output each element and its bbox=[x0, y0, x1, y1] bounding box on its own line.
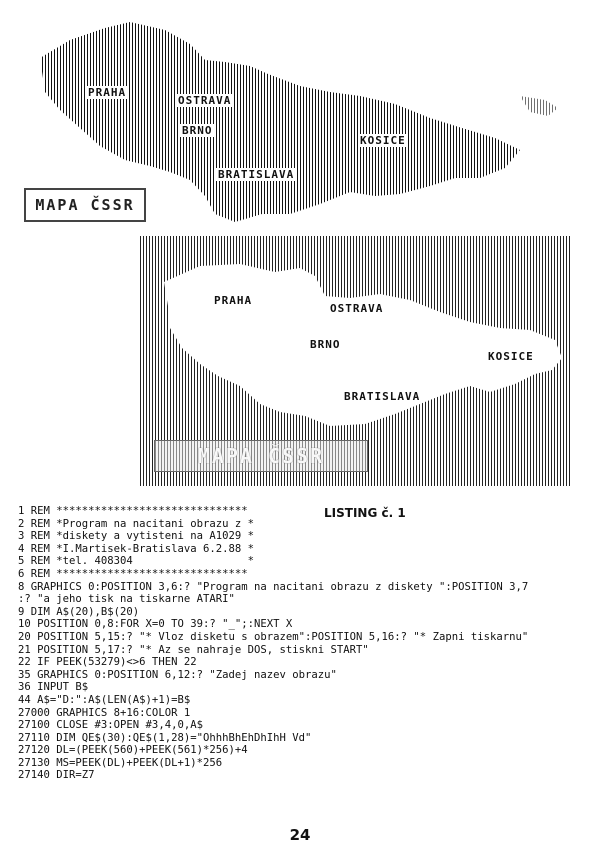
city-label-ostrava: OSTRAVA bbox=[178, 94, 232, 107]
city-label-kosice-bottom: KOSICE bbox=[488, 350, 534, 363]
city-label-kosice: KOSICE bbox=[360, 134, 406, 147]
page-number: 24 bbox=[289, 826, 311, 844]
code-line: 1 REM ****************************** bbox=[18, 505, 248, 517]
code-line: 35 GRAPHICS 0:POSITION 6,12:? "Zadej nazev obrazu" bbox=[18, 668, 337, 681]
city-label-bratislava-bottom: BRATISLAVA bbox=[344, 390, 421, 403]
map-title-bottom: MAPA ČSSR bbox=[154, 440, 368, 472]
code-line: :? "a jeho tisk na tiskarne ATARI" bbox=[18, 593, 235, 606]
code-line: 4 REM *I.Martisek-Bratislava 6.2.88 * bbox=[18, 542, 254, 555]
code-line: 3 REM *diskety a vytisteni na A1029 * bbox=[18, 530, 254, 543]
code-line: 21 POSITION 5,17:? "* Az se nahraje DOS, stiskni START" bbox=[18, 643, 369, 656]
code-line: 10 POSITION 0,8:FOR X=0 TO 39:? "_";:NEXT X bbox=[18, 618, 293, 631]
code-line: 36 INPUT B$ bbox=[18, 681, 89, 694]
code-listing bbox=[18, 505, 593, 782]
code-line: 44 A$="D:":A$(LEN(A$)+1)=B$ bbox=[18, 693, 191, 706]
city-label-ostrava-bottom: OSTRAVA bbox=[330, 302, 384, 315]
code-line: 20 POSITION 5,15:? "* Vloz disketu s obrazem":POSITION 5,16:? "* Zapni tiskarnu" bbox=[18, 630, 529, 643]
code-line: 27130 MS=PEEK(DL)+PEEK(DL+1)*256 bbox=[18, 756, 223, 769]
map-figure-bottom bbox=[140, 236, 570, 486]
city-label-praha-bottom: PRAHA bbox=[214, 294, 253, 307]
code-line: 27100 CLOSE #3:OPEN #3,4,0,A$ bbox=[18, 719, 203, 732]
city-label-praha: PRAHA bbox=[88, 86, 127, 99]
map-title-top: MAPA ČSSR bbox=[24, 188, 146, 222]
code-line: 27140 DIR=Z7 bbox=[18, 769, 95, 782]
code-line: 9 DIM A$(20),B$(20) bbox=[18, 605, 140, 618]
code-line: 2 REM *Program na nacitani obrazu z * bbox=[18, 517, 254, 530]
code-line: 22 IF PEEK(53279)<>6 THEN 22 bbox=[18, 656, 197, 669]
city-label-bratislava: BRATISLAVA bbox=[218, 168, 295, 181]
code-line: 6 REM ****************************** bbox=[18, 567, 248, 580]
code-line: 27000 GRAPHICS 8+16:COLOR 1 bbox=[18, 706, 191, 719]
code-line: 5 REM *tel. 408304 * bbox=[18, 555, 254, 568]
city-label-brno-bottom: BRNO bbox=[310, 338, 341, 351]
code-line: 8 GRAPHICS 0:POSITION 3,6:? "Program na nacitani obrazu z diskety ":POSITION 3,7 bbox=[18, 580, 529, 593]
code-line: 27110 DIM QE$(30):QE$(1,28)="OhhhBhEhDhIhH Vd" bbox=[18, 731, 312, 744]
listing-title: LISTING č. 1 bbox=[324, 506, 406, 520]
code-line: 27120 DL=(PEEK(560)+PEEK(561)*256)+4 bbox=[18, 744, 248, 757]
map-figure-top bbox=[0, 0, 600, 240]
city-label-brno: BRNO bbox=[182, 124, 213, 137]
